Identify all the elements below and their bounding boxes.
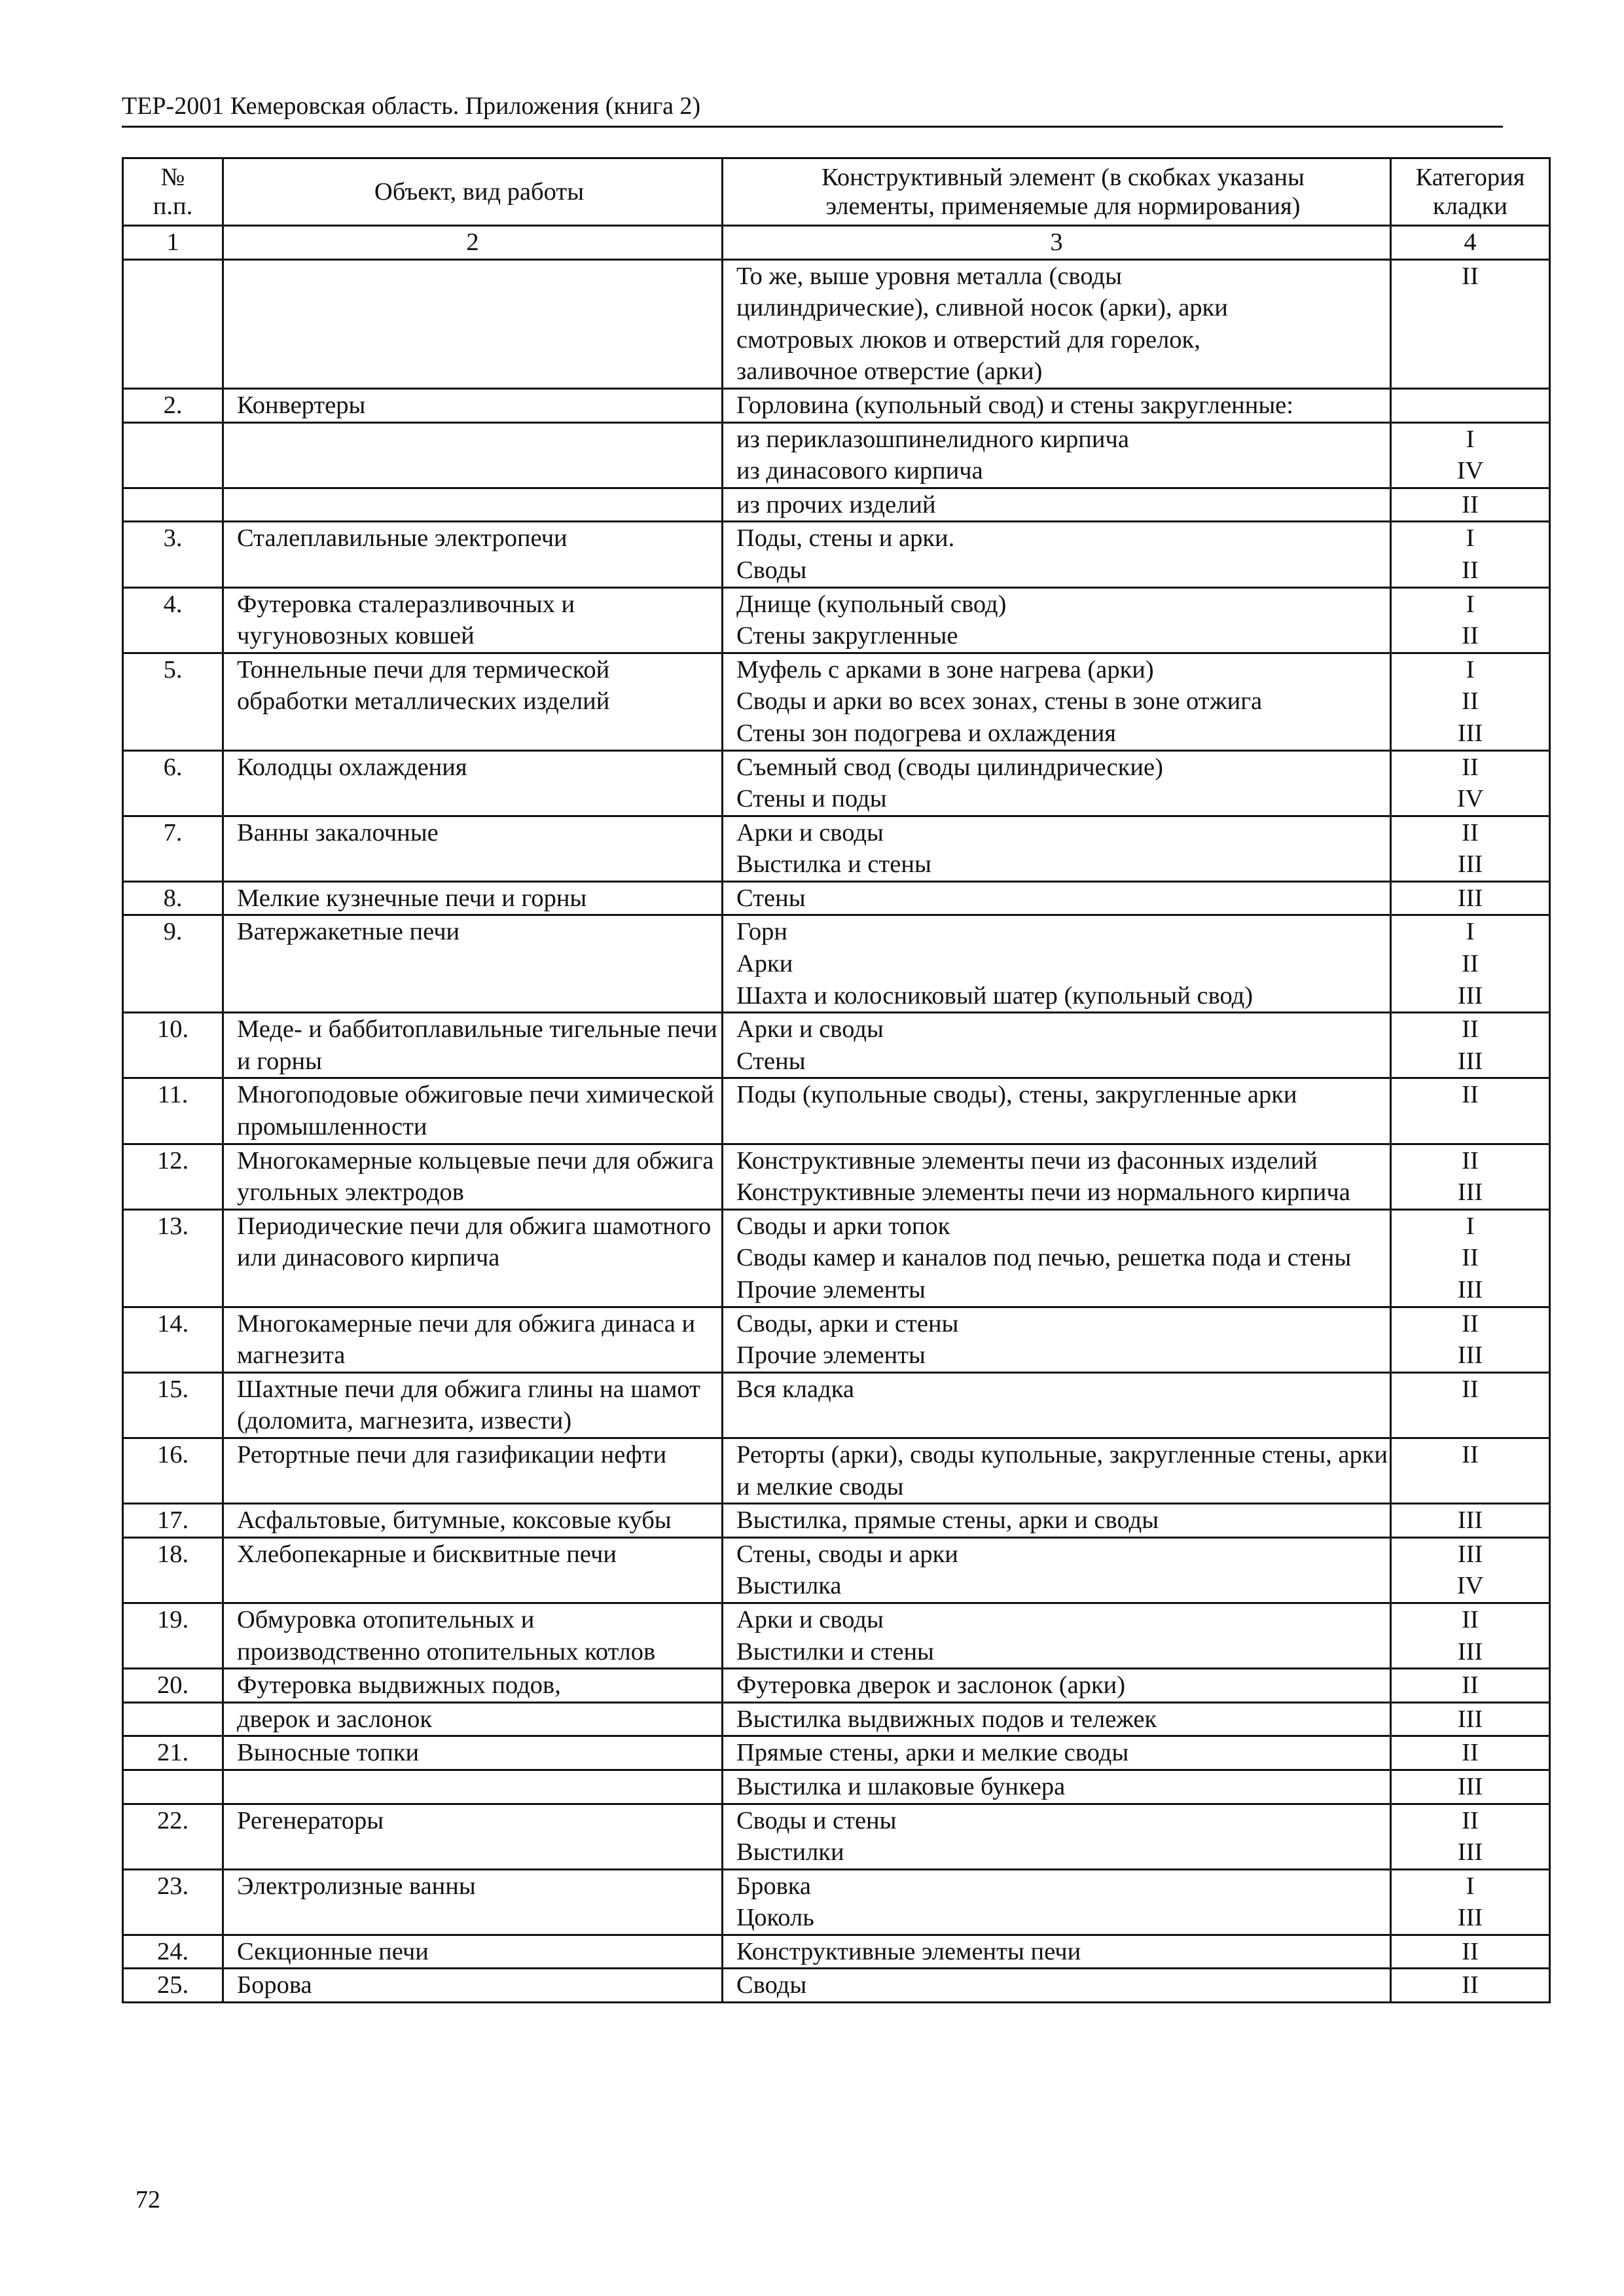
col-header-object: Объект, вид работы xyxy=(223,158,723,226)
row-categories xyxy=(1391,1372,1550,1438)
category-value: IV xyxy=(1456,785,1484,813)
category-value: II xyxy=(1462,1671,1479,1700)
table-row xyxy=(123,1144,1550,1209)
row-object: Обмуровка отопительных и производственно отопительных котлов xyxy=(223,1603,723,1668)
row-object xyxy=(223,1770,723,1804)
row-categories xyxy=(1391,653,1550,750)
category-value: II xyxy=(1462,1739,1479,1767)
row-categories xyxy=(1391,881,1550,915)
row-number: 2. xyxy=(123,388,223,422)
row-elements xyxy=(723,488,1391,522)
row-elements xyxy=(723,522,1391,587)
category-value: III xyxy=(1457,1506,1483,1535)
table-row xyxy=(123,1702,1550,1736)
category-value xyxy=(1392,390,1549,421)
row-elements xyxy=(723,388,1391,422)
page-number: 72 xyxy=(135,2186,160,2214)
table-row xyxy=(123,915,1550,1013)
row-object: Ванны закалочные xyxy=(223,816,723,881)
row-number: 11. xyxy=(123,1078,223,1144)
element-line: Стены xyxy=(736,1047,806,1075)
row-elements xyxy=(723,1537,1391,1603)
row-object: Ретортные печи для газификации нефти xyxy=(223,1438,723,1503)
category-value: III xyxy=(1457,1772,1483,1800)
row-number: 9. xyxy=(123,915,223,1013)
element-line: Выстилка, прямые стены, арки и своды xyxy=(736,1506,1159,1535)
table-row xyxy=(123,1669,1550,1703)
table-row xyxy=(123,1869,1550,1935)
row-categories xyxy=(1391,1736,1550,1770)
row-elements xyxy=(723,1504,1391,1538)
row-object: Асфальтовые, битумные, коксовые кубы xyxy=(223,1504,723,1538)
category-value: II xyxy=(1462,687,1479,716)
table-body xyxy=(123,259,1550,2002)
row-categories xyxy=(1391,1307,1550,1372)
element-line: Выстилки и стены xyxy=(736,1637,934,1666)
row-object: Многокамерные печи для обжига динаса и магнезита xyxy=(223,1307,723,1372)
row-number: 5. xyxy=(123,653,223,750)
row-object: Регенераторы xyxy=(223,1804,723,1869)
element-line: Выстилка xyxy=(736,1572,842,1600)
row-categories xyxy=(1391,750,1550,816)
category-value: III xyxy=(1457,1047,1483,1075)
element-line: смотровых люков и отверстий для горелок, xyxy=(736,325,1200,354)
table-row xyxy=(123,522,1550,587)
row-categories xyxy=(1391,1770,1550,1804)
category-value: I xyxy=(1466,918,1475,946)
row-categories xyxy=(1391,1209,1550,1307)
element-line: Конструктивные элементы печи xyxy=(736,1937,1081,1965)
category-value: II xyxy=(1462,950,1479,978)
row-object: Футеровка сталеразливочных и чугуновозных ковшей xyxy=(223,587,723,653)
row-number: 3. xyxy=(123,522,223,587)
element-line: Выстилка и шлаковые бункера xyxy=(736,1772,1066,1800)
row-object: Выносные топки xyxy=(223,1736,723,1770)
category-value: III xyxy=(1457,981,1483,1010)
row-object: Многокамерные кольцевые печи для обжига угольных электродов xyxy=(223,1144,723,1209)
element-line: Стены, своды и арки xyxy=(736,1540,958,1568)
table-row xyxy=(123,1209,1550,1307)
row-number: 20. xyxy=(123,1669,223,1703)
table-row xyxy=(123,816,1550,881)
category-value: III xyxy=(1457,1540,1483,1568)
row-elements xyxy=(723,1869,1391,1935)
table-row xyxy=(123,422,1550,488)
row-categories xyxy=(1391,1438,1550,1503)
row-object: Меде- и баббитоплавильные тигельные печи и горны xyxy=(223,1013,723,1078)
row-categories xyxy=(1391,587,1550,653)
element-line: Горловина (купольный свод) и стены закругленные: xyxy=(736,391,1293,419)
element-line: Вся кладка xyxy=(736,1375,854,1403)
category-value: III xyxy=(1457,719,1483,747)
row-categories xyxy=(1391,488,1550,522)
row-categories xyxy=(1391,388,1550,422)
element-line: Стены xyxy=(736,884,806,912)
row-elements xyxy=(723,1770,1391,1804)
element-line: Арки и своды xyxy=(736,1605,884,1633)
row-categories xyxy=(1391,816,1550,881)
category-value: II xyxy=(1462,1440,1479,1468)
row-categories xyxy=(1391,1804,1550,1869)
row-elements xyxy=(723,422,1391,488)
element-line: из прочих изделий xyxy=(736,490,936,519)
row-number: 21. xyxy=(123,1736,223,1770)
row-categories xyxy=(1391,1969,1550,2003)
table-row xyxy=(123,259,1550,388)
element-line: Конструктивные элементы печи из нормального кирпича xyxy=(736,1178,1350,1207)
table-row xyxy=(123,1603,1550,1668)
table-row xyxy=(123,1804,1550,1869)
element-line: Своды и стены xyxy=(736,1806,897,1834)
row-number xyxy=(123,488,223,522)
category-value: II xyxy=(1462,1081,1479,1109)
table-row xyxy=(123,750,1550,816)
row-number: 18. xyxy=(123,1537,223,1603)
category-value: III xyxy=(1457,1341,1483,1370)
table-row xyxy=(123,1013,1550,1078)
row-object: Периодические печи для обжига шамотного или динасового кирпича xyxy=(223,1209,723,1307)
row-categories xyxy=(1391,1537,1550,1603)
row-object: Футеровка выдвижных подов, xyxy=(223,1669,723,1703)
row-number: 19. xyxy=(123,1603,223,1668)
category-value: II xyxy=(1462,1309,1479,1338)
row-object: Электролизные ванны xyxy=(223,1869,723,1935)
category-value: II xyxy=(1462,556,1479,584)
element-line: Муфель с арками в зоне нагрева (арки) xyxy=(736,655,1154,683)
category-value: I xyxy=(1466,524,1475,553)
table-row xyxy=(123,1372,1550,1438)
row-number: 7. xyxy=(123,816,223,881)
row-elements xyxy=(723,1603,1391,1668)
element-line: Цоколь xyxy=(736,1904,814,1932)
category-value: I xyxy=(1466,1212,1475,1240)
category-value: II xyxy=(1462,818,1479,847)
category-value: III xyxy=(1457,1637,1483,1666)
col-number-3: 3 xyxy=(723,226,1391,260)
row-categories xyxy=(1391,1013,1550,1078)
element-line: Выстилка выдвижных подов и тележек xyxy=(736,1705,1157,1733)
element-line: Стены зон подогрева и охлаждения xyxy=(736,719,1117,747)
row-categories xyxy=(1391,1504,1550,1538)
running-header: ТЕР-2001 Кемеровская область. Приложения (книга 2) xyxy=(122,92,1503,128)
row-object: Борова xyxy=(223,1969,723,2003)
row-number xyxy=(123,1770,223,1804)
element-line: Поды, стены и арки. xyxy=(736,524,955,553)
element-line: Своды, арки и стены xyxy=(736,1309,959,1338)
row-elements xyxy=(723,881,1391,915)
element-line: Своды xyxy=(736,556,807,584)
category-value: II xyxy=(1462,262,1479,290)
row-categories xyxy=(1391,1078,1550,1144)
category-value: II xyxy=(1462,1146,1479,1175)
element-line: Шахта и колосниковый шатер (купольный свод) xyxy=(736,981,1254,1010)
element-line: Поды (купольные своды), стены, закругленные арки xyxy=(736,1081,1297,1109)
row-elements xyxy=(723,259,1391,388)
table-row xyxy=(123,1504,1550,1538)
col-number-2: 2 xyxy=(223,226,723,260)
col-header-element: Конструктивный элемент (в скобках указаны элементы, применяемые для нормирования) xyxy=(723,158,1391,226)
element-line: Своды и арки во всех зонах, стены в зоне отжига xyxy=(736,687,1263,716)
category-value: III xyxy=(1457,850,1483,879)
row-elements xyxy=(723,1804,1391,1869)
element-line: Выстилки xyxy=(736,1838,844,1867)
table-row xyxy=(123,488,1550,522)
row-object: Мелкие кузнечные печи и горны xyxy=(223,881,723,915)
category-value: IV xyxy=(1456,457,1484,485)
row-elements xyxy=(723,1669,1391,1703)
element-line: То же, выше уровня металла (своды xyxy=(736,262,1122,290)
row-number: 17. xyxy=(123,1504,223,1538)
row-number: 16. xyxy=(123,1438,223,1503)
row-object: Тоннельные печи для термической обработки металлических изделий xyxy=(223,653,723,750)
row-number: 14. xyxy=(123,1307,223,1372)
col-header-number: № п.п. xyxy=(123,158,223,226)
row-categories xyxy=(1391,1144,1550,1209)
element-line: заливочное отверстие (арки) xyxy=(736,357,1043,386)
element-line: Стены закругленные xyxy=(736,622,958,650)
category-value: III xyxy=(1457,884,1483,912)
element-line: Съемный свод (своды цилиндрические) xyxy=(736,753,1163,781)
row-object: Сталеплавильные электропечи xyxy=(223,522,723,587)
category-value: III xyxy=(1457,1276,1483,1303)
category-value: II xyxy=(1462,622,1479,650)
category-value: II xyxy=(1462,753,1479,781)
table-header-row xyxy=(123,158,1550,226)
row-categories xyxy=(1391,422,1550,488)
row-object: дверок и заслонок xyxy=(223,1702,723,1736)
row-elements xyxy=(723,1438,1391,1503)
row-categories xyxy=(1391,259,1550,388)
row-number: 25. xyxy=(123,1969,223,2003)
row-object: Секционные печи xyxy=(223,1935,723,1969)
table-row xyxy=(123,653,1550,750)
row-elements xyxy=(723,1307,1391,1372)
category-value: I xyxy=(1466,590,1475,618)
table-row xyxy=(123,1935,1550,1969)
category-value: II xyxy=(1462,1806,1479,1834)
row-elements xyxy=(723,915,1391,1013)
row-number xyxy=(123,259,223,388)
element-line: Прямые стены, арки и мелкие своды xyxy=(736,1739,1129,1767)
category-value: II xyxy=(1462,1244,1479,1272)
element-line: Арки xyxy=(736,950,793,978)
element-line: Своды и арки топок xyxy=(736,1212,950,1240)
row-number: 4. xyxy=(123,587,223,653)
element-line: Реторты (арки), своды купольные, закругленные стены, арки и мелкие своды xyxy=(736,1440,1388,1501)
row-object xyxy=(223,488,723,522)
row-categories xyxy=(1391,915,1550,1013)
table-row xyxy=(123,881,1550,915)
table-row xyxy=(123,388,1550,422)
row-elements xyxy=(723,1935,1391,1969)
row-number: 13. xyxy=(123,1209,223,1307)
category-value: II xyxy=(1462,490,1479,519)
row-object xyxy=(223,422,723,488)
row-categories xyxy=(1391,1603,1550,1668)
category-value: I xyxy=(1466,655,1475,683)
row-categories xyxy=(1391,1702,1550,1736)
row-object xyxy=(223,259,723,388)
row-number: 8. xyxy=(123,881,223,915)
col-number-1: 1 xyxy=(123,226,223,260)
element-line: из периклазошпинелидного кирпича xyxy=(736,425,1129,453)
table-row xyxy=(123,1770,1550,1804)
element-line: Выстилка и стены xyxy=(736,850,931,879)
element-line: Бровка xyxy=(736,1872,811,1900)
row-categories xyxy=(1391,1935,1550,1969)
row-elements xyxy=(723,587,1391,653)
category-value: IV xyxy=(1456,1572,1484,1600)
row-number: 12. xyxy=(123,1144,223,1209)
category-value: II xyxy=(1462,1605,1479,1633)
row-number: 23. xyxy=(123,1869,223,1935)
row-object: Колодцы охлаждения xyxy=(223,750,723,816)
table-row xyxy=(123,1537,1550,1603)
row-object: Конвертеры xyxy=(223,388,723,422)
element-line: Стены и поды xyxy=(736,785,887,813)
table-row xyxy=(123,587,1550,653)
row-number: 22. xyxy=(123,1804,223,1869)
category-value: III xyxy=(1457,1178,1483,1207)
row-categories xyxy=(1391,1869,1550,1935)
table-row xyxy=(123,1438,1550,1503)
row-number: 10. xyxy=(123,1013,223,1078)
row-object: Ватержакетные печи xyxy=(223,915,723,1013)
row-elements xyxy=(723,1702,1391,1736)
element-line: Прочие элементы xyxy=(736,1341,926,1370)
element-line: Конструктивные элементы печи из фасонных изделий xyxy=(736,1146,1318,1175)
masonry-category-table xyxy=(122,157,1551,2003)
row-categories xyxy=(1391,1669,1550,1703)
element-line: Арки и своды xyxy=(736,818,884,847)
element-line: из динасового кирпича xyxy=(736,457,983,485)
row-elements xyxy=(723,750,1391,816)
row-elements xyxy=(723,1013,1391,1078)
table-row xyxy=(123,1736,1550,1770)
row-object: Многоподовые обжиговые печи химической промышленности xyxy=(223,1078,723,1144)
row-elements xyxy=(723,1144,1391,1209)
category-value: I xyxy=(1466,1872,1475,1900)
col-number-4: 4 xyxy=(1391,226,1550,260)
category-value: I xyxy=(1466,425,1475,453)
element-line: Футеровка дверок и заслонок (арки) xyxy=(736,1671,1126,1700)
row-object: Хлебопекарные и бисквитные печи xyxy=(223,1537,723,1603)
category-value: II xyxy=(1462,1015,1479,1044)
category-value: II xyxy=(1462,1937,1479,1965)
category-value: III xyxy=(1457,1904,1483,1932)
element-line: Своды xyxy=(736,1971,807,1999)
element-line: Арки и своды xyxy=(736,1015,884,1044)
category-value: II xyxy=(1462,1971,1479,1999)
element-line: Днище (купольный свод) xyxy=(736,590,1007,618)
category-value: II xyxy=(1462,1375,1479,1403)
row-elements xyxy=(723,1209,1391,1307)
table-row xyxy=(123,1969,1550,2003)
row-elements xyxy=(723,1078,1391,1144)
row-object: Шахтные печи для обжига глины на шамот (доломита, магнезита, извести) xyxy=(223,1372,723,1438)
row-elements xyxy=(723,816,1391,881)
col-header-category: Категория кладки xyxy=(1391,158,1550,226)
element-line: Своды камер и каналов под печью, решетка пода и стены xyxy=(736,1244,1352,1272)
table-row xyxy=(123,1307,1550,1372)
row-elements xyxy=(723,1736,1391,1770)
row-elements xyxy=(723,1372,1391,1438)
row-number xyxy=(123,1702,223,1736)
category-value: III xyxy=(1457,1838,1483,1867)
row-elements xyxy=(723,653,1391,750)
row-number: 15. xyxy=(123,1372,223,1438)
row-number: 24. xyxy=(123,1935,223,1969)
element-line: Прочие элементы xyxy=(736,1276,926,1303)
category-value: III xyxy=(1457,1705,1483,1733)
row-elements xyxy=(723,1969,1391,2003)
element-line: цилиндрические), сливной носок (арки), арки xyxy=(736,294,1228,322)
row-categories xyxy=(1391,522,1550,587)
row-number xyxy=(123,422,223,488)
element-line: Горн xyxy=(736,918,787,946)
column-numbers-row xyxy=(123,226,1550,260)
table-row xyxy=(123,1078,1550,1144)
row-number: 6. xyxy=(123,750,223,816)
